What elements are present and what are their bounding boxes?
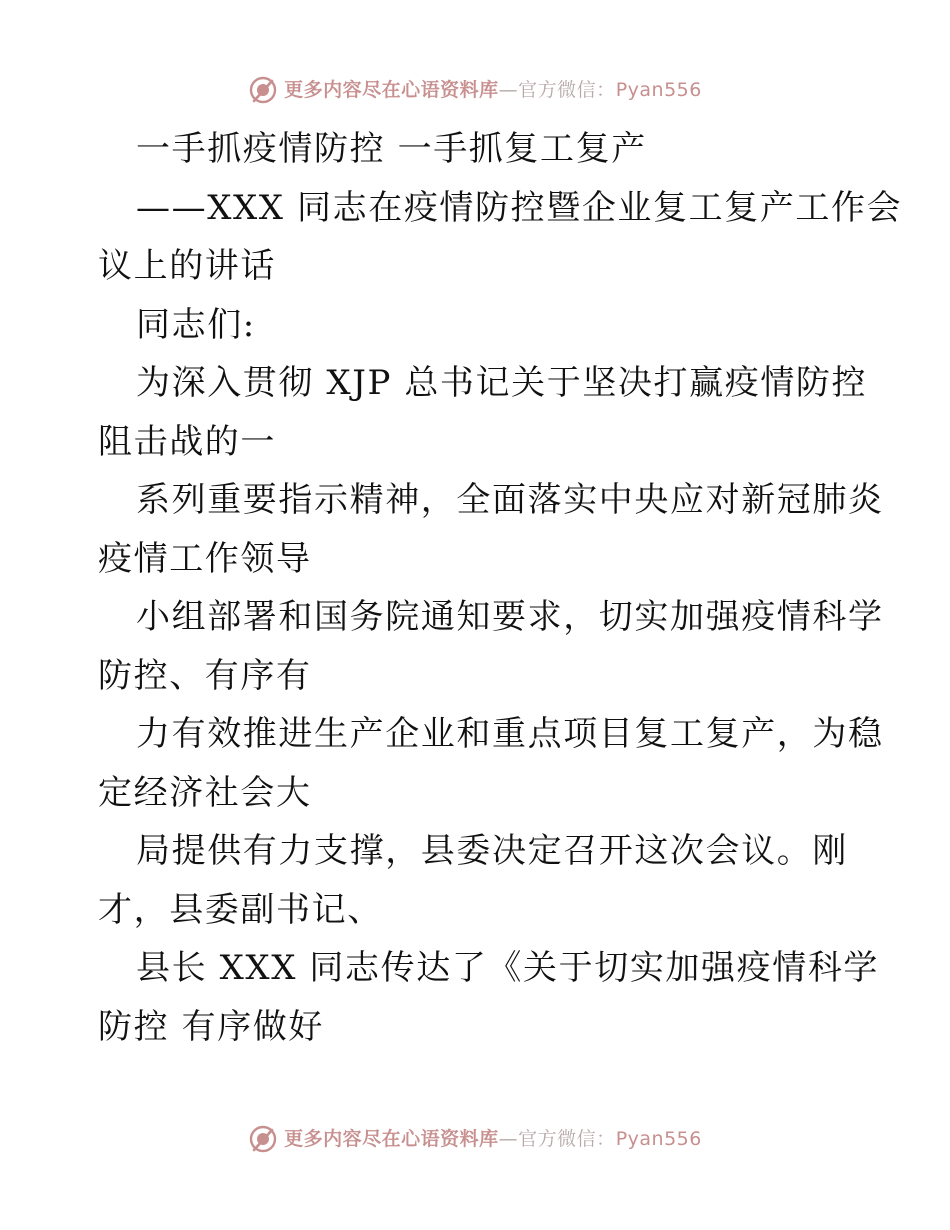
paragraph-line: 为深入贯彻 XJP 总书记关于坚决打赢疫情防控 (136, 363, 868, 403)
paragraph-line: 小组部署和国务院通知要求，切实加强疫情科学 (136, 597, 884, 637)
pen-circle-logo-icon (248, 1124, 278, 1154)
watermark-wechat-id: Pyan556 (615, 78, 702, 101)
watermark-label: 官方微信： (518, 78, 616, 101)
paragraph-line: 系列重要指示精神，全面落实中央应对新冠肺炎 (136, 480, 884, 520)
watermark-main-text: 更多内容尽在心语资料库 (284, 78, 499, 101)
paragraph-line: 防控、有序有 (98, 655, 312, 696)
document-subtitle-line-2: 议上的讲话 (98, 246, 276, 286)
document-body (98, 120, 903, 1056)
paragraph-line: 力有效推进生产企业和重点项目复工复产，为稳 (136, 714, 884, 754)
paragraph-line: 防控 有序做好 (98, 1006, 325, 1047)
document-subtitle-line-1: ——XXX 同志在疫情防控暨企业复工复产工作会 (136, 187, 903, 228)
pen-circle-logo-icon (248, 75, 278, 105)
watermark-separator: — (498, 78, 519, 101)
watermark-main-text: 更多内容尽在心语资料库 (284, 1127, 499, 1150)
document-title: 一手抓疫情防控 一手抓复工复产 (136, 129, 647, 169)
watermark-separator: — (498, 1127, 519, 1150)
paragraph-line: 县长 XXX 同志传达了《关于切实加强疫情科学 (136, 948, 880, 988)
watermark-label: 官方微信： (518, 1127, 616, 1150)
watermark-wechat-id: Pyan556 (615, 1127, 702, 1150)
salutation: 同志们: (136, 304, 256, 345)
header-watermark (0, 72, 950, 108)
footer-watermark (0, 1121, 950, 1157)
paragraph-line: 定经济社会大 (98, 772, 312, 813)
paragraph-line: 才，县委副书记、 (98, 889, 383, 930)
paragraph-line: 局提供有力支撑，县委决定召开这次会议。刚 (136, 831, 848, 871)
paragraph-line: 疫情工作领导 (98, 538, 312, 579)
paragraph-line: 阻击战的一 (98, 421, 276, 462)
